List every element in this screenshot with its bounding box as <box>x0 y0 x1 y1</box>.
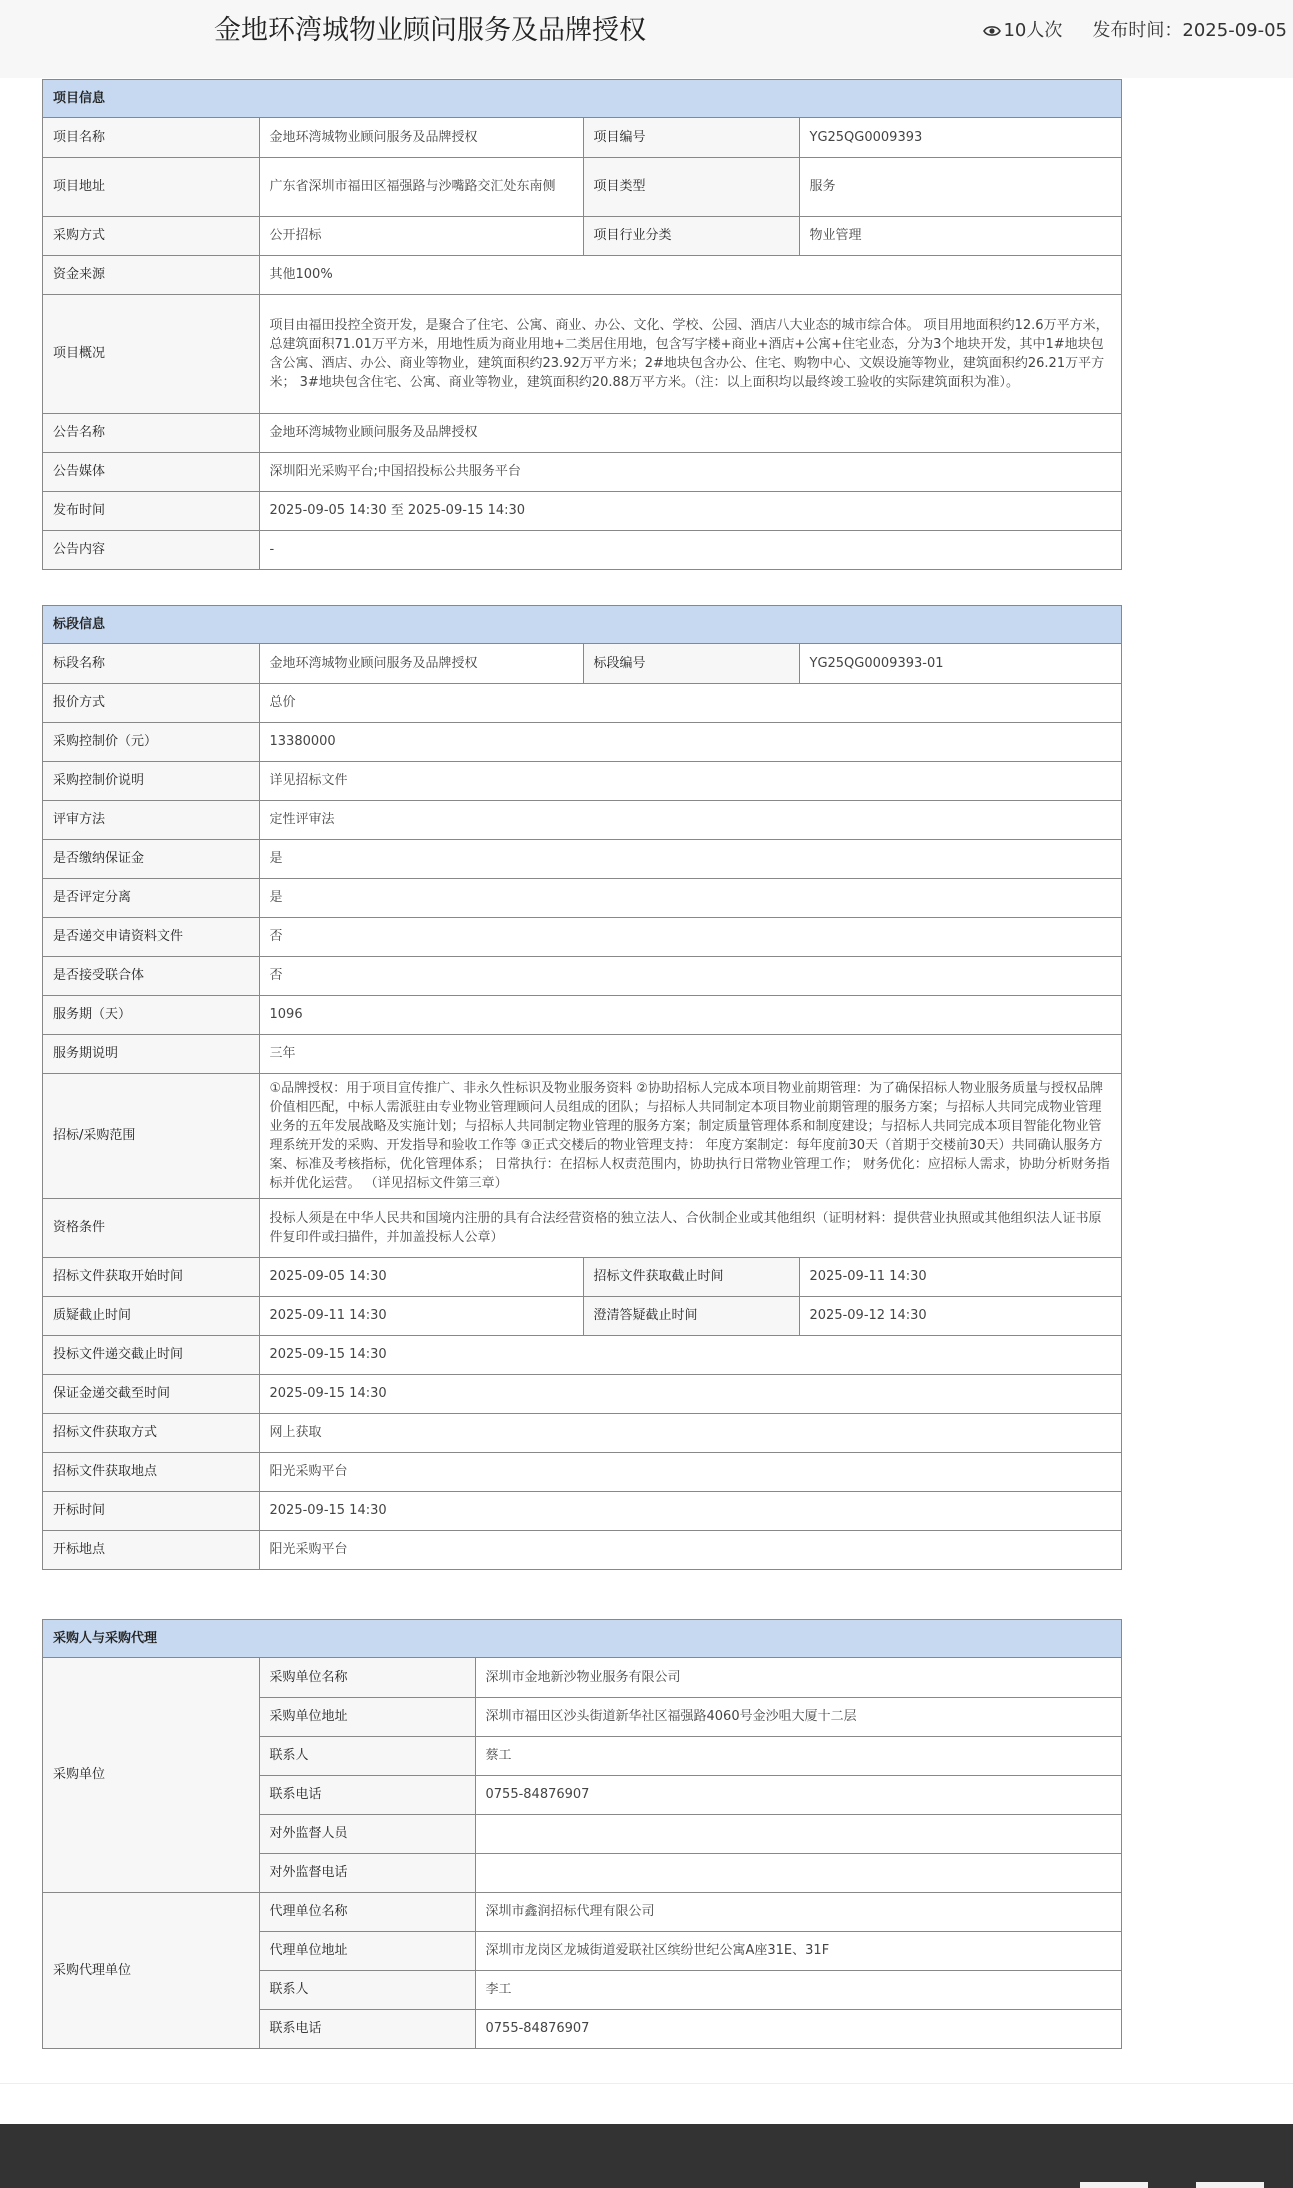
cell-value: 2025-09-15 14:30 <box>259 1491 1121 1530</box>
table-row <box>43 1073 1121 1198</box>
table-row <box>43 722 1121 761</box>
cell-value: 蔡工 <box>475 1736 1121 1775</box>
cell-label: 评审方法 <box>43 800 259 839</box>
table-row <box>43 1034 1121 1073</box>
project-info-table <box>43 118 1121 569</box>
cell-label: 发布时间 <box>43 491 259 530</box>
cell-value: 深圳市龙岗区龙城街道爱联社区缤纷世纪公寓A座31E、31F <box>475 1931 1121 1970</box>
footer-button[interactable] <box>1196 2182 1264 2188</box>
cell-value: 李工 <box>475 1970 1121 2009</box>
table-row <box>43 255 1121 294</box>
cell-label: 采购控制价（元） <box>43 722 259 761</box>
cell-value: 13380000 <box>259 722 1121 761</box>
cell-value: 投标人须是在中华人民共和国境内注册的具有合法经营资格的独立法人、合伙制企业或其他组织（证明材料：提供营业执照或其他组织法人证书原件复印件或扫描件，并加盖投标人公章） <box>259 1198 1121 1257</box>
cell-value: 定性评审法 <box>259 800 1121 839</box>
table-row <box>43 839 1121 878</box>
cell-value: ①品牌授权：用于项目宣传推广、非永久性标识及物业服务资料 ②协助招标人完成本项目物业前期管理：为了确保招标人物业服务质量与授权品牌价值相匹配，中标人需派驻由专业物业管理顾问人员组成的团队；与招标人共同制定本项目物业前期管理的服务方案；与招标人共同完成物业管理业务的五年发展战略及实施计划；与招标人共同制定物业管理的服务方案；制定质量管理体系和制度建设；与招标人共同完成本项目智能化物业管理系统开发的采购、开发指导和验收工作等 ③正式交楼后的物业管理支持： 年度方案制定：每年度前30天（首期于交楼前30天）共同确认服务方案、标准及考核指标，优化管理体系； 日常执行：在招标人权责范围内，协助执行日常物业管理工作； 财务优化：应招标人需求，协助分析财务指标并优化运营。 （详见招标文件第三章） <box>259 1073 1121 1198</box>
industry-category: 物业管理 <box>799 216 1121 255</box>
table-row <box>43 1892 1121 1931</box>
table-row <box>43 644 1121 683</box>
notice-name: 金地环湾城物业顾问服务及品牌授权 <box>259 413 1121 452</box>
cell-value: 阳光采购平台 <box>259 1530 1121 1569</box>
cell-label: 开标地点 <box>43 1530 259 1569</box>
cell-value: 详见招标文件 <box>259 761 1121 800</box>
cell-label: 项目编号 <box>583 118 799 157</box>
lot-info-section <box>42 605 1122 1570</box>
cell-label: 开标时间 <box>43 1491 259 1530</box>
table-row <box>43 1335 1121 1374</box>
project-type: 服务 <box>799 157 1121 216</box>
cell-label: 联系人 <box>259 1970 475 2009</box>
cell-value: 深圳市鑫润招标代理有限公司 <box>475 1892 1121 1931</box>
cell-label: 是否缴纳保证金 <box>43 839 259 878</box>
cell-value: 金地环湾城物业顾问服务及品牌授权 <box>259 644 583 683</box>
procurement-method: 公开招标 <box>259 216 583 255</box>
table-row <box>43 1374 1121 1413</box>
cell-label: 采购单位名称 <box>259 1658 475 1697</box>
notice-media: 深圳阳光采购平台;中国招投标公共服务平台 <box>259 452 1121 491</box>
section-heading: 采购人与采购代理 <box>43 1620 1121 1658</box>
lot-info-table <box>43 644 1121 1569</box>
cell-label: 对外监督电话 <box>259 1853 475 1892</box>
table-row <box>43 413 1121 452</box>
cell-value: 否 <box>259 917 1121 956</box>
cell-label: 联系电话 <box>259 2009 475 2048</box>
parties-section <box>42 1619 1122 2049</box>
buyer-group-label: 采购单位 <box>43 1658 259 1892</box>
cell-value: 否 <box>259 956 1121 995</box>
cell-value: 网上获取 <box>259 1413 1121 1452</box>
table-row <box>43 294 1121 413</box>
cell-label: 澄清答疑截止时间 <box>583 1296 799 1335</box>
cell-value: 是 <box>259 839 1121 878</box>
cell-label: 保证金递交截至时间 <box>43 1374 259 1413</box>
cell-label: 代理单位地址 <box>259 1931 475 1970</box>
footer-button[interactable] <box>1080 2182 1148 2188</box>
cell-label: 招标文件获取方式 <box>43 1413 259 1452</box>
cell-label: 服务期说明 <box>43 1034 259 1073</box>
table-row <box>43 1658 1121 1697</box>
cell-label: 报价方式 <box>43 683 259 722</box>
table-row <box>43 995 1121 1034</box>
cell-label: 项目地址 <box>43 157 259 216</box>
table-row <box>43 878 1121 917</box>
cell-value: 深圳市福田区沙头街道新华社区福强路4060号金沙咀大厦十二层 <box>475 1697 1121 1736</box>
agent-group-label: 采购代理单位 <box>43 1892 259 2048</box>
cell-label: 联系电话 <box>259 1775 475 1814</box>
page-title: 金地环湾城物业顾问服务及品牌授权 <box>214 15 646 46</box>
table-row <box>43 118 1121 157</box>
cell-label: 标段编号 <box>583 644 799 683</box>
publish-date <box>1092 18 1287 44</box>
cell-value <box>475 1853 1121 1892</box>
cell-label: 招标文件获取开始时间 <box>43 1257 259 1296</box>
cell-value: 2025-09-11 14:30 <box>799 1257 1121 1296</box>
project-name: 金地环湾城物业顾问服务及品牌授权 <box>259 118 583 157</box>
cell-label: 采购方式 <box>43 216 259 255</box>
cell-value: 阳光采购平台 <box>259 1452 1121 1491</box>
cell-value: 1096 <box>259 995 1121 1034</box>
table-row <box>43 1413 1121 1452</box>
fund-source: 其他100% <box>259 255 1121 294</box>
cell-label: 是否接受联合体 <box>43 956 259 995</box>
page-header <box>0 0 1293 78</box>
eye-icon <box>983 24 1001 38</box>
cell-value: 三年 <box>259 1034 1121 1073</box>
cell-label: 采购控制价说明 <box>43 761 259 800</box>
table-row <box>43 800 1121 839</box>
cell-value: 2025-09-15 14:30 <box>259 1374 1121 1413</box>
cell-value: 2025-09-15 14:30 <box>259 1335 1121 1374</box>
cell-value: 是 <box>259 878 1121 917</box>
cell-label: 项目概况 <box>43 294 259 413</box>
cell-value: 2025-09-11 14:30 <box>259 1296 583 1335</box>
table-row <box>43 1452 1121 1491</box>
project-code: YG25QG0009393 <box>799 118 1121 157</box>
table-row <box>43 491 1121 530</box>
cell-label: 代理单位名称 <box>259 1892 475 1931</box>
table-row <box>43 216 1121 255</box>
notice-content: - <box>259 530 1121 569</box>
page-footer <box>0 2124 1293 2188</box>
cell-label: 项目行业分类 <box>583 216 799 255</box>
cell-label: 公告内容 <box>43 530 259 569</box>
cell-label: 是否递交申请资料文件 <box>43 917 259 956</box>
view-count-text: 10人次 <box>1003 20 1063 41</box>
table-row <box>43 761 1121 800</box>
project-address: 广东省深圳市福田区福强路与沙嘴路交汇处东南侧 <box>259 157 583 216</box>
table-row <box>43 1257 1121 1296</box>
section-heading: 项目信息 <box>43 80 1121 118</box>
cell-value: 深圳市金地新沙物业服务有限公司 <box>475 1658 1121 1697</box>
cell-label: 公告媒体 <box>43 452 259 491</box>
cell-value: 2025-09-05 14:30 <box>259 1257 583 1296</box>
cell-value: 0755-84876907 <box>475 2009 1121 2048</box>
parties-table <box>43 1658 1121 2048</box>
view-count <box>983 18 1062 44</box>
project-info-section <box>42 79 1122 570</box>
cell-label: 项目类型 <box>583 157 799 216</box>
cell-label: 标段名称 <box>43 644 259 683</box>
publish-date-value: 2025-09-05 <box>1182 20 1287 41</box>
cell-value: YG25QG0009393-01 <box>799 644 1121 683</box>
cell-label: 公告名称 <box>43 413 259 452</box>
cell-value: 2025-09-12 14:30 <box>799 1296 1121 1335</box>
header-meta <box>983 18 1287 44</box>
cell-label: 资金来源 <box>43 255 259 294</box>
publish-date-label: 发布时间： <box>1092 20 1183 41</box>
cell-label: 质疑截止时间 <box>43 1296 259 1335</box>
cell-label: 招标文件获取地点 <box>43 1452 259 1491</box>
table-row <box>43 157 1121 216</box>
table-row <box>43 1530 1121 1569</box>
cell-label: 资格条件 <box>43 1198 259 1257</box>
project-overview: 项目由福田投控全资开发，是聚合了住宅、公寓、商业、办公、文化、学校、公园、酒店八大业态的城市综合体。 项目用地面积约12.6万平方米，总建筑面积71.01万平方米，用地性质为商业用地+二类居住用地，包含写字楼+商业+酒店+公寓+住宅业态，分为3个地块开发，其中1#地块包含公寓、酒店、办公、商业等物业，建筑面积约23.92万平方米；2#地块包含办公、住宅、购物中心、文娱设施等物业，建筑面积约26.21万平方米； 3#地块包含住宅、公寓、商业等物业，建筑面积约20.88万平方米。（注：以上面积均以最终竣工验收的实际建筑面积为准）。 <box>259 294 1121 413</box>
section-heading: 标段信息 <box>43 606 1121 644</box>
cell-label: 联系人 <box>259 1736 475 1775</box>
cell-label: 项目名称 <box>43 118 259 157</box>
table-row <box>43 917 1121 956</box>
cell-value: 0755-84876907 <box>475 1775 1121 1814</box>
cell-label: 招标/采购范围 <box>43 1073 259 1198</box>
cell-label: 是否评定分离 <box>43 878 259 917</box>
cell-label: 投标文件递交截止时间 <box>43 1335 259 1374</box>
footer-divider <box>0 2083 1293 2084</box>
table-row <box>43 956 1121 995</box>
table-row <box>43 1198 1121 1257</box>
cell-label: 招标文件获取截止时间 <box>583 1257 799 1296</box>
table-row <box>43 1491 1121 1530</box>
cell-value <box>475 1814 1121 1853</box>
table-row <box>43 683 1121 722</box>
publish-time: 2025-09-05 14:30 至 2025-09-15 14:30 <box>259 491 1121 530</box>
cell-label: 服务期（天） <box>43 995 259 1034</box>
table-row <box>43 452 1121 491</box>
table-row <box>43 530 1121 569</box>
cell-value: 总价 <box>259 683 1121 722</box>
cell-label: 对外监督人员 <box>259 1814 475 1853</box>
table-row <box>43 1296 1121 1335</box>
cell-label: 采购单位地址 <box>259 1697 475 1736</box>
